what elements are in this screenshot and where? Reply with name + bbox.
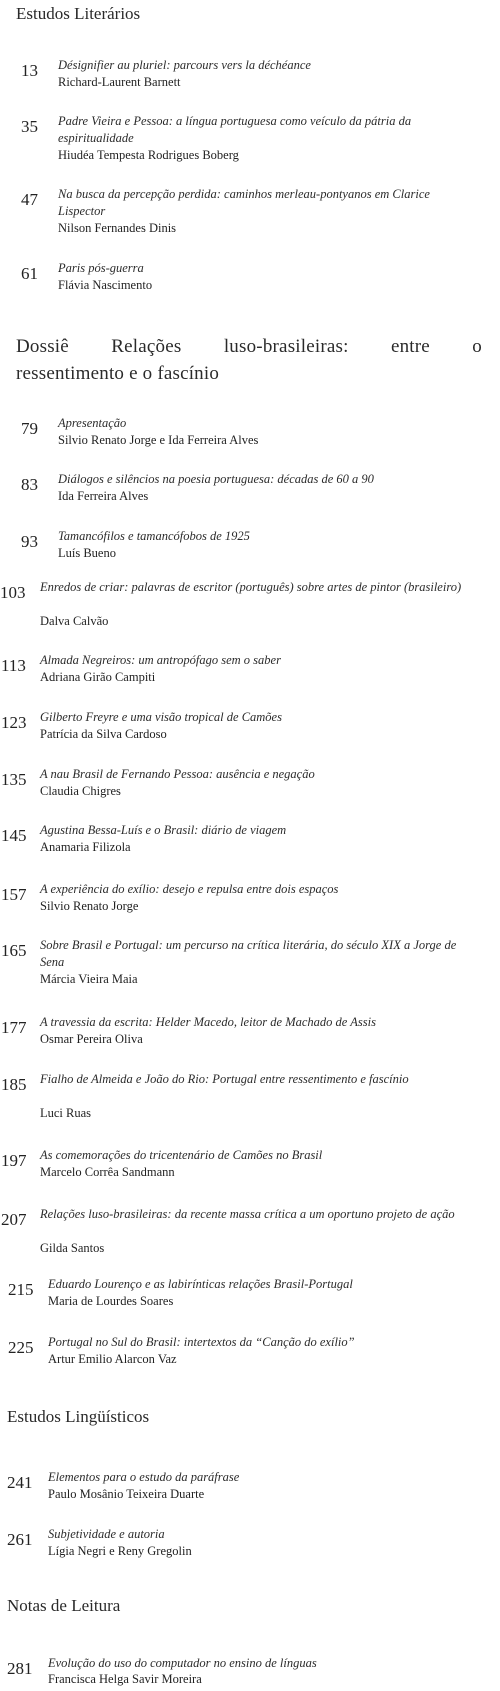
entry-title: Paris pós-guerra [58,261,144,275]
entry-title: Padre Vieira e Pessoa: a língua portuguesa como veículo da pátria da espiritualidade [58,114,412,145]
section-title-dossie [16,333,482,387]
page-number: 79 [21,419,38,438]
section-title-estudos-literarios: Estudos Literários [16,4,141,23]
entry-title: Na busca da percepção perdida: caminhos merleau-pontyanos em Clarice Lispector [58,187,430,218]
page-number: 241 [7,1473,33,1492]
entry-author: Artur Emilio Alarcon Vaz [48,1352,177,1366]
page-number: 157 [1,885,27,904]
section-title-notas-de-leitura: Notas de Leitura [7,1596,121,1615]
entry-author: Richard-Laurent Barnett [58,75,181,89]
entry-author: Lígia Negri e Reny Gregolin [48,1544,192,1558]
entry-author: Patrícia da Silva Cardoso [40,727,167,741]
entry-author: Nilson Fernandes Dinis [58,221,177,235]
page-number: 123 [1,713,27,732]
entry-title: Subjetividade e autoria [48,1527,165,1541]
entry-author: Adriana Girão Campiti [40,670,156,684]
page-number: 113 [1,656,26,675]
page-number: 83 [21,475,38,494]
entry-title: Portugal no Sul do Brasil: intertextos da “Canção do exílio” [48,1335,355,1349]
entry-author: Anamaria Filizola [40,840,131,854]
entry-author: Luci Ruas [40,1106,92,1120]
entry-title: Almada Negreiros: um antropófago sem o saber [40,653,281,667]
page-number: 145 [1,826,27,845]
entry-author: Márcia Vieira Maia [40,972,138,986]
page-number: 103 [0,583,26,602]
entry-title: A nau Brasil de Fernando Pessoa: ausência e negação [40,767,315,781]
entry-author: Dalva Calvão [40,614,109,628]
page-number: 215 [8,1280,34,1299]
entry-author: Gilda Santos [40,1241,105,1255]
page-number: 35 [21,117,38,136]
entry-author: Ida Ferreira Alves [58,489,149,503]
entry-title: Enredos de criar: palavras de escritor (português) sobre artes de pintor (brasileiro) [40,580,462,594]
entry-author: Silvio Renato Jorge e Ida Ferreira Alves [58,433,259,447]
entry-author: Paulo Mosânio Teixeira Duarte [48,1487,205,1501]
entry-author: Flávia Nascimento [58,278,153,292]
entry-author: Hiudéa Tempesta Rodrigues Boberg [58,148,239,162]
entry-author: Claudia Chigres [40,784,121,798]
entry-title: Fialho de Almeida e João do Rio: Portugal entre ressentimento e fascínio [40,1072,409,1086]
entry-title: As comemorações do tricentenário de Camões no Brasil [40,1148,323,1162]
page-number: 177 [1,1018,27,1037]
section-title-dossie-line1: Dossiê Relações luso-brasileiras: entre o [16,336,482,357]
entry-author: Maria de Lourdes Soares [48,1294,174,1308]
entry-title: Sobre Brasil e Portugal: um percurso na crítica literária, do século XIX a Jorge de Sena [40,938,457,969]
section-title-estudos-linguisticos: Estudos Lingüísticos [7,1407,150,1426]
section-title-dossie-line2: ressentimento e o fascínio [16,363,220,384]
entry-author: Luís Bueno [58,546,116,560]
entry-title: Relações luso-brasileiras: da recente massa crítica a um oportuno projeto de ação [40,1207,455,1221]
entry-title: Elementos para o estudo da paráfrase [48,1470,240,1484]
entry-title: Désignifier au pluriel: parcours vers la déchéance [58,58,311,72]
entry-title: Tamancófilos e tamancófobos de 1925 [58,529,250,543]
entry-title: Eduardo Lourenço e as labirínticas relações Brasil-Portugal [48,1277,353,1291]
entry-title: Evolução do uso do computador no ensino de línguas [48,1656,317,1670]
page-number: 281 [7,1659,33,1678]
entry-title: A experiência do exílio: desejo e repulsa entre dois espaços [40,882,339,896]
page-number: 61 [21,264,38,283]
page-number: 225 [8,1338,34,1357]
page-number: 93 [21,532,38,551]
page-number: 165 [1,941,27,960]
entry-title: Agustina Bessa-Luís e o Brasil: diário de viagem [40,823,287,837]
entry-title: Diálogos e silêncios na poesia portuguesa: décadas de 60 a 90 [58,472,374,486]
page-number: 197 [1,1151,27,1170]
page-number: 135 [1,770,27,789]
entry-title: Gilberto Freyre e uma visão tropical de Camões [40,710,282,724]
entry-title: Apresentação [58,416,127,430]
entry-author: Marcelo Corrêa Sandmann [40,1165,175,1179]
page-number: 185 [1,1075,27,1094]
entry-author: Francisca Helga Savir Moreira [48,1672,202,1686]
entry-author: Osmar Pereira Oliva [40,1032,143,1046]
page-number: 261 [7,1530,33,1549]
entry-author: Silvio Renato Jorge [40,899,139,913]
page-number: 47 [21,190,38,209]
page-number: 207 [1,1210,27,1229]
page-number: 13 [21,61,38,80]
entry-title: A travessia da escrita: Helder Macedo, leitor de Machado de Assis [40,1015,376,1029]
